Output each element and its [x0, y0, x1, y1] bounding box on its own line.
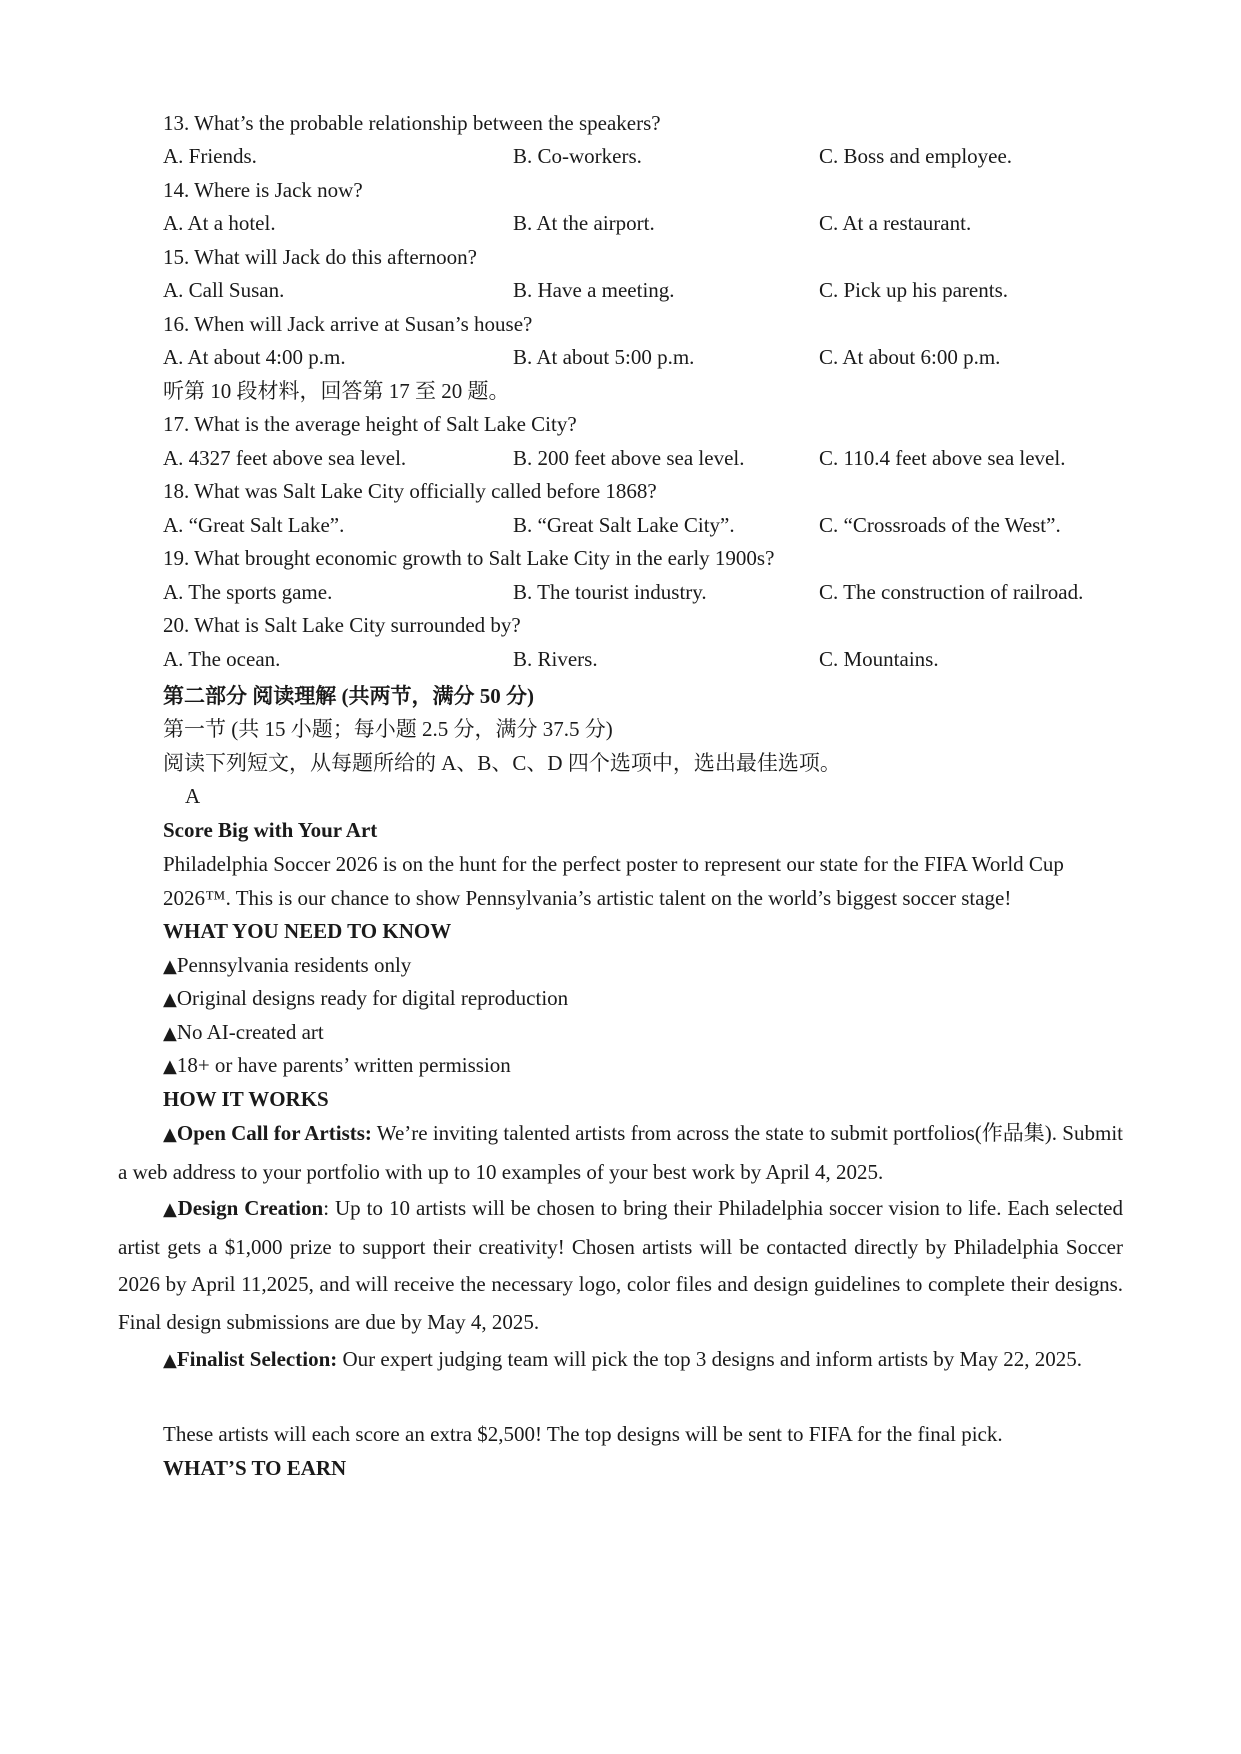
question-17: 17. What is the average height of Salt Lake City? — [163, 412, 577, 436]
question-14: 14. Where is Jack now? — [163, 178, 363, 202]
section10-instruction: 听第 10 段材料，回答第 17 至 20 题。 — [163, 379, 510, 403]
option-b: B. Have a meeting. — [513, 278, 675, 302]
after-steps-text: These artists will each score an extra $2,500! The top designs will be sent to FIFA for the final pick. — [163, 1422, 1003, 1446]
option-c: C. At a restaurant. — [819, 211, 972, 235]
step-text: We’re inviting talented artists from across the state to submit portfolios(作品集). Submit a web address to your portfolio with up to 10 examples of your best work by April 4, 2025. — [118, 1121, 1123, 1184]
triangle-bullet-icon: ▲ — [163, 1350, 177, 1371]
question-16: 16. When will Jack arrive at Susan’s house? — [163, 312, 533, 336]
how-heading: HOW IT WORKS — [163, 1087, 329, 1111]
question-20: 20. What is Salt Lake City surrounded by? — [163, 613, 521, 637]
part2-heading: 第二部分 阅读理解 (共两节，满分 50 分) — [163, 684, 534, 708]
option-c: C. Boss and employee. — [819, 144, 1013, 168]
know-item: ▲18+ or have parents’ written permission — [163, 1053, 511, 1077]
step-text: : Up to 10 artists will be chosen to bring their Philadelphia soccer vision to life. Each selected artist gets a $1,000 prize to support their creativity! Chosen artists will be contacted directly by Philadelphia Soccer 2026 by April 11,2025, and will receive the necessary logo, color files and design guidelines to complete their designs. Final design submissions are due by May 4, 2025. — [118, 1196, 1124, 1335]
passage-letter: A — [185, 784, 201, 808]
option-b: B. 200 feet above sea level. — [513, 446, 745, 470]
question-13: 13. What’s the probable relationship between the speakers? — [163, 111, 661, 135]
options-14 — [163, 209, 1123, 237]
earn-heading: WHAT’S TO EARN — [163, 1456, 347, 1480]
question-15: 15. What will Jack do this afternoon? — [163, 245, 477, 269]
option-b: B. “Great Salt Lake City”. — [513, 513, 735, 537]
option-b: B. At the airport. — [513, 211, 655, 235]
option-a: A. At a hotel. — [163, 211, 276, 235]
step-text: Our expert judging team will pick the top 3 designs and inform artists by May 22, 2025. — [337, 1347, 1083, 1371]
option-a: A. “Great Salt Lake”. — [163, 513, 345, 537]
triangle-bullet-icon: ▲ — [163, 956, 177, 977]
options-13 — [163, 142, 1123, 170]
triangle-bullet-icon: ▲ — [163, 1023, 177, 1044]
option-b: B. At about 5:00 p.m. — [513, 345, 695, 369]
reading-instruction: 阅读下列短文，从每题所给的 A、B、C、D 四个选项中，选出最佳选项。 — [163, 751, 841, 775]
option-a: A. The ocean. — [163, 647, 281, 671]
option-c: C. The construction of railroad. — [819, 580, 1084, 604]
option-b: B. Co-workers. — [513, 144, 642, 168]
section1-heading: 第一节 (共 15 小题；每小题 2.5 分，满分 37.5 分) — [163, 717, 613, 741]
option-a: A. At about 4:00 p.m. — [163, 345, 346, 369]
step-paragraph — [118, 1115, 1123, 1191]
step-label: Finalist Selection: — [176, 1347, 338, 1371]
know-item: ▲Original designs ready for digital reproduction — [163, 986, 569, 1010]
options-19 — [163, 578, 1123, 606]
triangle-bullet-icon: ▲ — [163, 1124, 177, 1145]
option-c: C. Pick up his parents. — [819, 278, 1008, 302]
step-paragraph — [118, 1341, 1123, 1380]
step-label: Design Creation — [177, 1196, 324, 1220]
option-c: C. “Crossroads of the West”. — [819, 513, 1061, 537]
option-a: A. The sports game. — [163, 580, 333, 604]
triangle-bullet-icon: ▲ — [163, 989, 177, 1010]
options-18 — [163, 511, 1123, 539]
know-item: ▲No AI-created art — [163, 1020, 324, 1044]
option-c: C. At about 6:00 p.m. — [819, 345, 1001, 369]
intro-line-2: 2026™. This is our chance to show Pennsylvania’s artistic talent on the world’s biggest soccer stage! — [163, 886, 1012, 910]
option-c: C. Mountains. — [819, 647, 939, 671]
know-item: ▲Pennsylvania residents only — [163, 953, 412, 977]
question-18: 18. What was Salt Lake City officially called before 1868? — [163, 479, 657, 503]
option-a: A. Friends. — [163, 144, 257, 168]
passage-title: Score Big with Your Art — [163, 818, 378, 842]
know-heading: WHAT YOU NEED TO KNOW — [163, 919, 452, 943]
option-a: A. Call Susan. — [163, 278, 285, 302]
option-b: B. The tourist industry. — [513, 580, 707, 604]
options-17 — [163, 444, 1123, 472]
option-a: A. 4327 feet above sea level. — [163, 446, 407, 470]
triangle-bullet-icon: ▲ — [163, 1056, 177, 1077]
option-c: C. 110.4 feet above sea level. — [819, 446, 1066, 470]
options-15 — [163, 276, 1123, 304]
question-19: 19. What brought economic growth to Salt Lake City in the early 1900s? — [163, 546, 775, 570]
step-label: Open Call for Artists: — [176, 1121, 372, 1145]
options-20 — [163, 645, 1123, 673]
triangle-bullet-icon: ▲ — [163, 1199, 178, 1220]
options-16 — [163, 343, 1123, 371]
step-paragraph — [118, 1190, 1123, 1342]
option-b: B. Rivers. — [513, 647, 598, 671]
intro-line-1: Philadelphia Soccer 2026 is on the hunt for the perfect poster to represent our state for the FIFA World Cup — [163, 852, 1064, 876]
